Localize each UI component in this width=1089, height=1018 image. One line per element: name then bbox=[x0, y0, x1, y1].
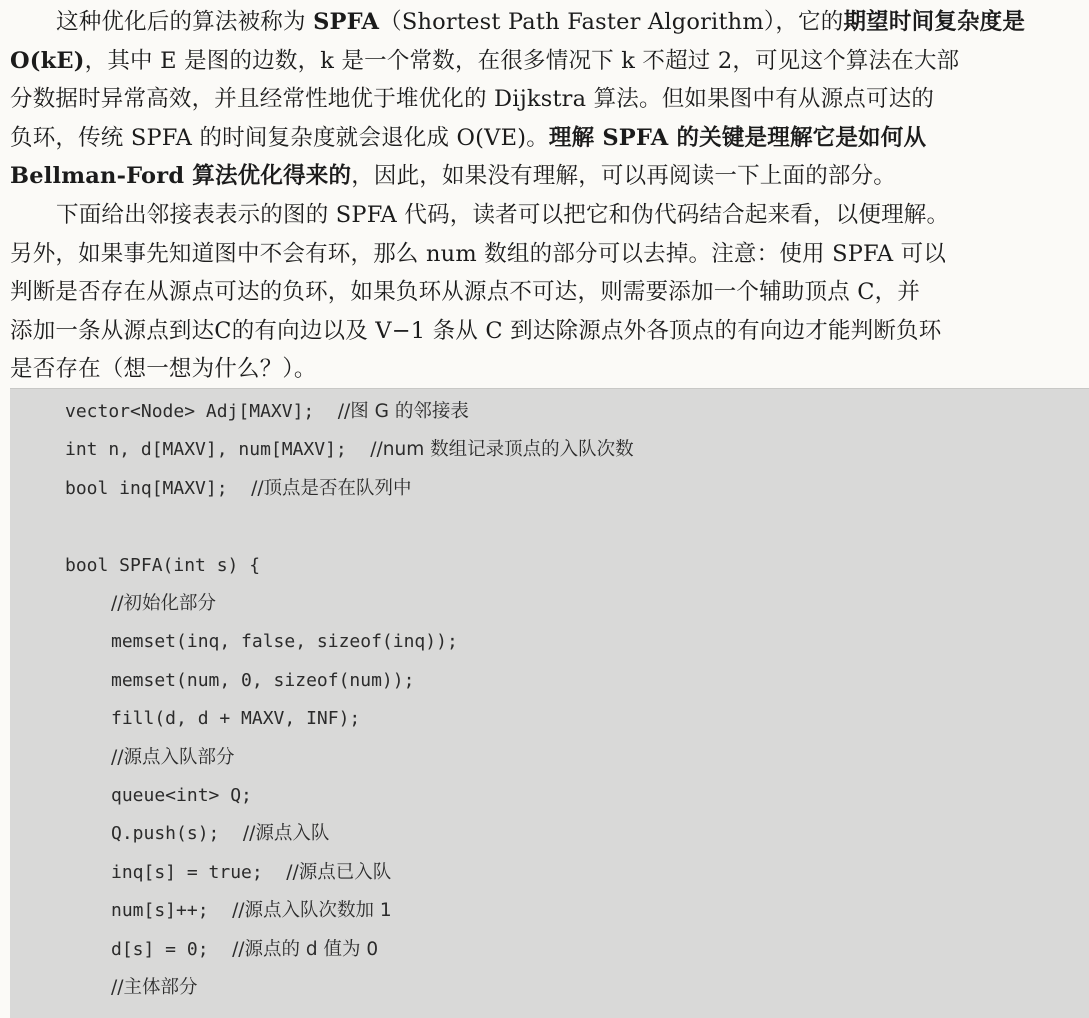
body-text: ，其中 E 是图的边数，k 是一个常数，在很多情况下 k 不超过 2，可见这个算法在大部 bbox=[84, 47, 960, 74]
code-line bbox=[65, 437, 634, 463]
code-text: Q.push(s); bbox=[111, 823, 220, 845]
code-text: queue<int> Q; bbox=[111, 785, 252, 806]
text-line: 判断是否存在从源点可达的负环，如果负环从源点不可达，则需要添加一个辅助顶点 C，并 bbox=[10, 279, 921, 306]
text-line bbox=[10, 42, 1080, 81]
text-line: 是否存在（想一想为什么？）。 bbox=[10, 356, 317, 383]
code-line bbox=[111, 591, 216, 617]
code-text: memset(inq, false, sizeof(inq)); bbox=[111, 631, 458, 653]
paragraph-spfa-intro bbox=[10, 3, 1080, 196]
code-text: int n, d[MAXV], num[MAXV]; bbox=[65, 439, 347, 461]
text-line bbox=[10, 80, 1080, 119]
code-comment: //源点入队 bbox=[219, 823, 330, 845]
text-line bbox=[10, 3, 1080, 42]
code-line bbox=[111, 860, 391, 886]
code-comment: //图 G 的邻接表 bbox=[314, 401, 469, 422]
code-text: inq[s] = true; bbox=[111, 861, 263, 883]
code-line bbox=[111, 937, 378, 963]
code-line bbox=[111, 706, 360, 732]
body-text: 这种优化后的算法被称为 bbox=[56, 9, 314, 35]
code-line bbox=[111, 668, 414, 694]
code-comment: //顶点是否在队列中 bbox=[227, 477, 412, 499]
code-text: bool inq[MAXV]; bbox=[65, 477, 228, 499]
text-line: 下面给出邻接表表示的图的 SPFA 代码，读者可以把它和伪代码结合起来看，以便理解。 bbox=[56, 202, 950, 228]
code-text: d[s] = 0; bbox=[111, 938, 209, 960]
body-text: （Shortest Path Faster Algorithm），它的 bbox=[379, 9, 844, 35]
code-comment: //初始化部分 bbox=[111, 593, 216, 614]
text-line: 另外，如果事先知道图中不会有环，那么 num 数组的部分可以去掉。注意：使用 SPFA 可以 bbox=[10, 240, 947, 267]
code-line bbox=[65, 476, 412, 502]
code-comment: //源点的 d 值为 0 bbox=[208, 938, 379, 960]
code-line bbox=[111, 783, 252, 809]
code-comment: //源点已入队 bbox=[262, 861, 392, 883]
code-text: num[s]++; bbox=[111, 900, 209, 922]
code-line bbox=[111, 629, 458, 655]
code-comment: //主体部分 bbox=[111, 977, 198, 998]
code-text: memset(num, 0, sizeof(num)); bbox=[111, 669, 415, 691]
emphasis-text: Bellman-Ford 算法优化得来的 bbox=[10, 163, 352, 190]
emphasis-text: 理解 SPFA 的关键是理解它是如何从 bbox=[548, 124, 927, 151]
body-text: ，因此，如果没有理解，可以再阅读一下上面的部分。 bbox=[351, 163, 896, 190]
code-comment: //num 数组记录顶点的入队次数 bbox=[346, 439, 634, 461]
code-text: bool SPFA(int s) { bbox=[65, 554, 261, 576]
body-text: 负环，传统 SPFA 的时间复杂度就会退化成 O(VE)。 bbox=[10, 124, 549, 151]
code-line bbox=[111, 975, 197, 1001]
code-text: vector<Node> Adj[MAXV]; bbox=[65, 401, 315, 422]
emphasis-text: 期望时间复杂度是 bbox=[843, 9, 1026, 35]
text-line bbox=[10, 119, 1080, 158]
code-comment: //源点入队部分 bbox=[111, 746, 235, 768]
paragraph-spfa-code-intro bbox=[10, 196, 1080, 389]
emphasis-text: SPFA bbox=[313, 9, 380, 35]
code-text: fill(d, d + MAXV, INF); bbox=[111, 708, 361, 730]
code-line bbox=[111, 821, 329, 847]
code-line bbox=[65, 399, 469, 425]
emphasis-text: O(kE) bbox=[10, 47, 85, 74]
text-line: 添加一条从源点到达C的有向边以及 V−1 条从 C 到达除源点外各顶点的有向边才能判断负环 bbox=[10, 317, 942, 344]
code-line bbox=[111, 745, 234, 771]
code-block bbox=[10, 388, 1089, 1018]
code-line bbox=[111, 898, 392, 924]
code-line bbox=[65, 553, 260, 579]
code-comment: //源点入队次数加 1 bbox=[208, 900, 392, 922]
text-line bbox=[10, 157, 1080, 196]
body-text: 分数据时异常高效，并且经常性地优于堆优化的 Dijkstra 算法。但如果图中有从源点可达的 bbox=[10, 86, 935, 113]
